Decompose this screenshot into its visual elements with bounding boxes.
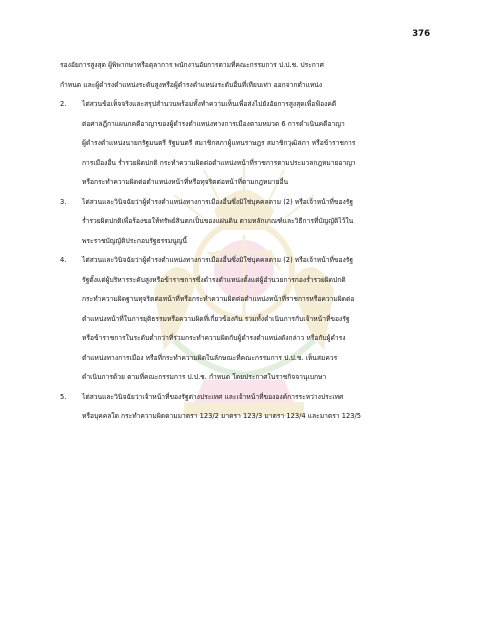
text-line: ไต่สวนและวินิจฉัยว่าเจ้าหน้าที่ของรัฐต่างประเทศ และเจ้าหน้าที่ขององค์การระหว่างประเทศ <box>82 392 344 401</box>
text-line: ตำแหน่งหน้าที่ในการยุติธรรมหรือความผิดที่เกี่ยวข้องกัน รวมทั้งดำเนินการกับเจ้าหน้าที่ของรัฐ <box>82 314 350 323</box>
list-item <box>60 193 440 252</box>
text-line: ไต่สวนข้อเท็จจริงและสรุปสำนวนพร้อมทั้งทำความเห็นเพื่อส่งไปยังอัยการสูงสุดเพื่อฟ้องคดี <box>82 100 337 108</box>
text-line: ไต่สวนและวินิจฉัยว่าผู้ดำรงตำแหน่งทางการเมืองอื่นซึ่งมิใช่บุคคลตาม (2) หรือเจ้าหน้าที่ของรัฐ <box>82 197 354 206</box>
text-line: การเมืองอื่น ร่ำรวยผิดปกติ กระทำความผิดต่อตำแหน่งหน้าที่ราชการตามประมวลกฎหมายอาญา <box>82 158 356 167</box>
list-item <box>60 251 440 388</box>
text-line: ร่ำรวยผิดปกติเพื่อร้องขอให้ทรัพย์สินตกเป็นของแผ่นดิน ตามหลักเกณฑ์และวิธีการที่บัญญัติไว้ใน <box>82 217 354 225</box>
intro-paragraph <box>60 56 440 95</box>
page-number: 376 <box>412 29 430 39</box>
text-line: หรือกระทำความผิดต่อตำแหน่งหน้าที่หรือทุจริตต่อหน้าที่ตามกฎหมายอื่น <box>82 178 289 186</box>
text-line: หรือข้าราชการในระดับต่ำกว่าที่ร่วมกระทำความผิดกับผู้ดำรงตำแหน่งดังกล่าว หรือกับผู้ดำรง <box>82 334 346 342</box>
text-line: ผู้ดำรงตำแหน่งนายกรัฐมนตรี รัฐมนตรี สมาชิกสภาผู้แทนราษฎร สมาชิกวุฒิสภา หรือข้าราชการ <box>82 139 356 147</box>
text-line: กระทำความผิดฐานทุจริตต่อหน้าที่หรือกระทำความผิดต่อตำแหน่งหน้าที่ราชการหรือความผิดต่อ <box>82 295 355 303</box>
item-number: 4. <box>60 256 67 264</box>
list-item <box>60 95 440 193</box>
text-line: ไต่สวนและวินิจฉัยว่าผู้ดำรงตำแหน่งทางการเมืองอื่นซึ่งมิใช่บุคคลตาม (2) หรือเจ้าหน้าที่ของรัฐ <box>82 256 354 264</box>
text-line: ต่อศาลฎีกาแผนกคดีอาญาของผู้ดำรงตำแหน่งทางการเมืองตามหมวด 6 การดำเนินคดีอาญา <box>82 119 345 128</box>
text-line: กำหนด และผู้ดำรงตำแหน่งระดับสูงหรือผู้ดำรงตำแหน่งระดับอื่นที่เทียบเท่า ออกจากตำแหน่ง <box>60 80 323 89</box>
text-line: รองอัยการสูงสุด ผู้พิพากษาหรือตุลาการ พนักงานอัยการตามที่คณะกรรมการ ป.ป.ช. ประกาศ <box>60 61 324 69</box>
text-line: หรือบุคคลใด กระทำความผิดตามมาตรา 123/2 มาตรา 123/3 มาตรา 123/4 และมาตรา 123/5 <box>82 412 361 420</box>
item-number: 5. <box>60 392 67 401</box>
text-line: ตำแหน่งทางการเมือง หรือที่กระทำความผิดในลักษณะที่คณะกรรมการ ป.ป.ช. เห็นสมควร <box>82 353 338 362</box>
item-number: 3. <box>60 197 67 206</box>
list-item <box>60 388 440 427</box>
document-body <box>60 56 440 427</box>
item-number: 2. <box>60 100 67 108</box>
text-line: รัฐตั้งแต่ผู้บริหารระดับสูงหรือข้าราชการซึ่งดำรงตำแหน่งตั้งแต่ผู้อำนวยการกองร่ำรวยผิดปกติ <box>82 275 346 284</box>
text-line: พระราชบัญญัติประกอบรัฐธรรมนูญนี้ <box>82 236 187 245</box>
text-line: ดำเนินการด้วย ตามที่คณะกรรมการ ป.ป.ช. กำหนด โดยประกาศในราชกิจจานุเบกษา <box>82 373 327 381</box>
